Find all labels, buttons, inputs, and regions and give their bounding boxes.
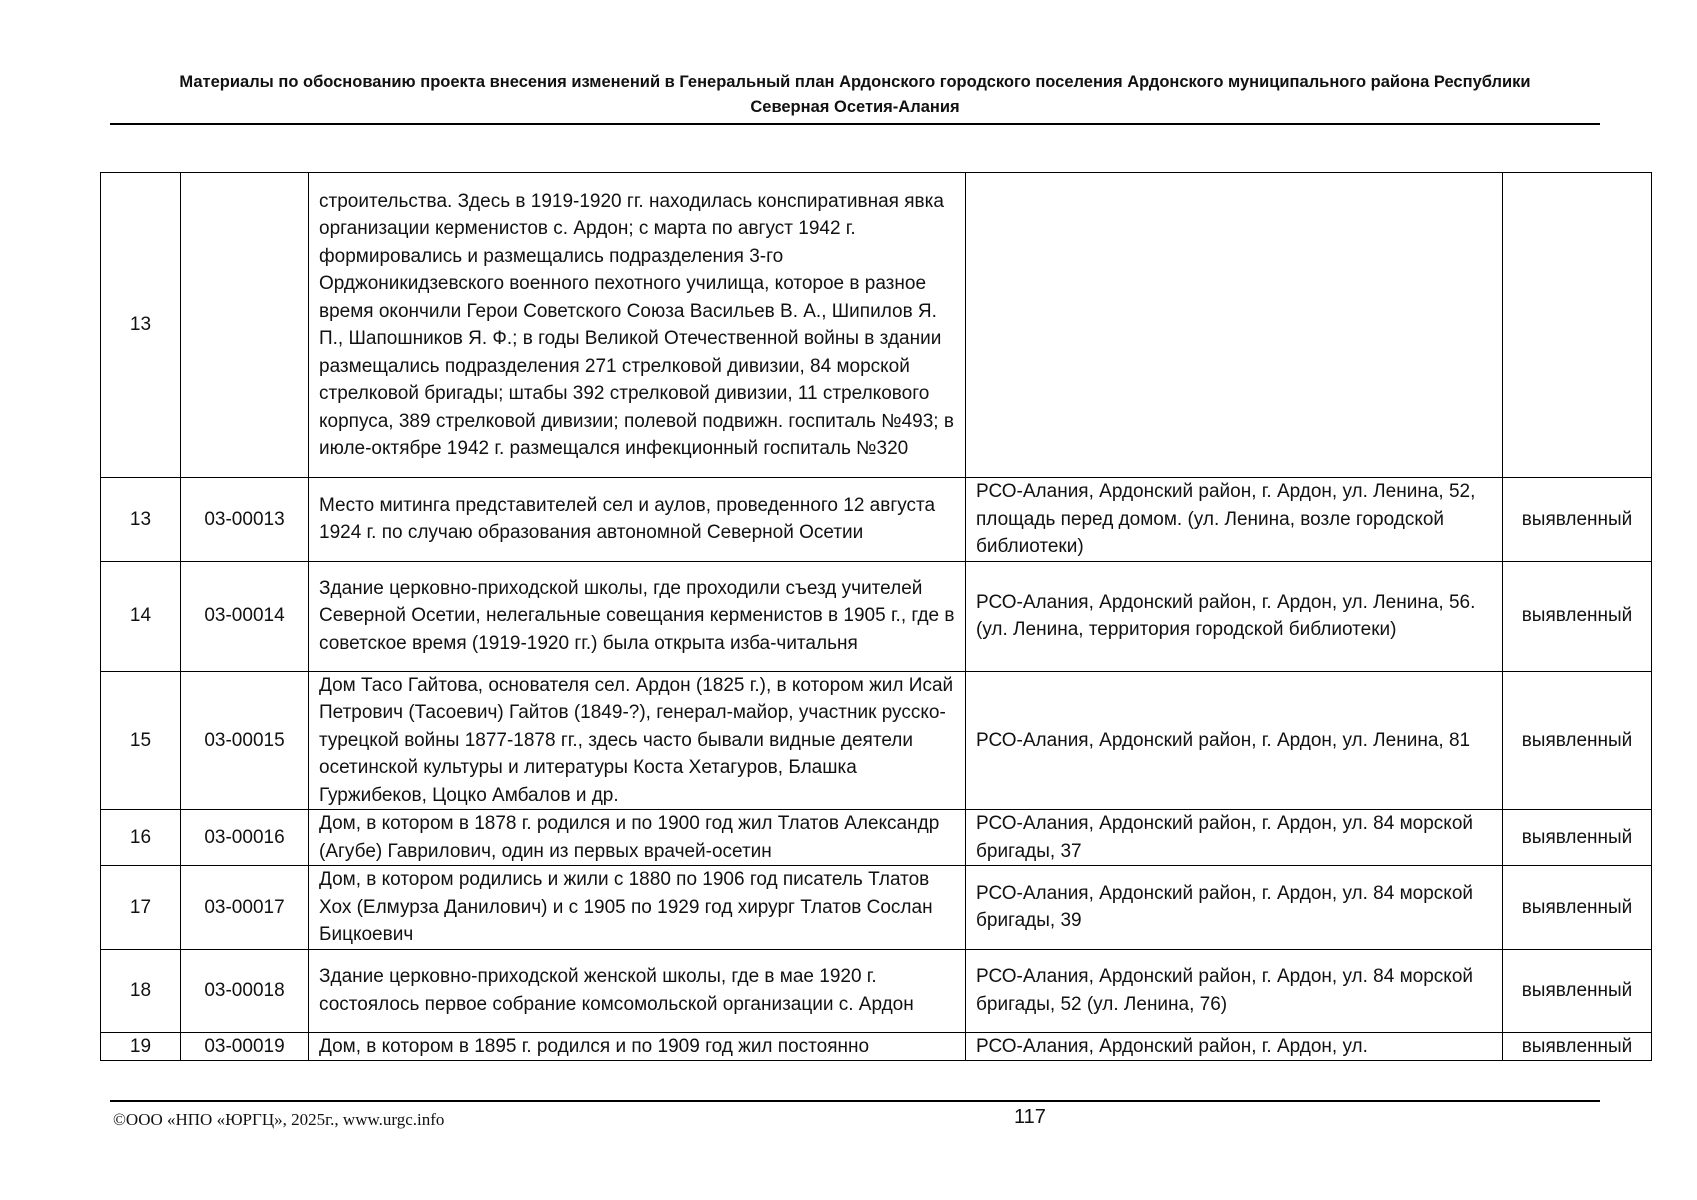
- registry-code-cell: 03-00017: [181, 866, 309, 950]
- status-cell: выявленный: [1503, 866, 1652, 950]
- registry-code-cell: 03-00014: [181, 561, 309, 671]
- registry-code-cell: 03-00018: [181, 949, 309, 1032]
- status-cell: выявленный: [1503, 671, 1652, 810]
- row-number-cell: 14: [101, 561, 181, 671]
- header-title-line2: Северная Осетия-Алания: [750, 98, 960, 116]
- address-cell: РСО-Алания, Ардонский район, г. Ардон, ул. 84 морской бригады, 39: [966, 866, 1503, 950]
- status-cell: выявленный: [1503, 949, 1652, 1032]
- status-cell: выявленный: [1503, 1032, 1652, 1061]
- description-cell: строительства. Здесь в 1919-1920 гг. находилась конспиративная явка организации кермениcтов с. Ардон; с марта по август 1942 г. формировались и размещались подразделения 3-го Орджоникидзевского военного пехотного училища, которое в разное время окончили Герои Советского Союза Васильев В. А., Шипилов Я. П., Шапошников Я. Ф.; в годы Великой Отечественной войны в здании размещались подразделения 271 стрелковой дивизии, 84 морской стрелковой бригады; штабы 392 стрелковой дивизии, 11 стрелкового корпуса, 389 стрелковой дивизии; полевой подвижн. госпиталь №493; в июле-октябре 1942 г. размещался инфекционный госпиталь №320: [309, 173, 966, 478]
- footer-divider: [110, 1100, 1600, 1102]
- description-cell: Здание церковно-приходской школы, где проходили съезд учителей Северной Осетии, нелегальные совещания керменистов в 1905 г., где в советское время (1919-1920 гг.) была открыта изба-читальня: [309, 561, 966, 671]
- description-cell: Дом, в котором в 1878 г. родился и по 1900 год жил Тлатов Александр (Агубе) Гаврилович, один из первых врачей-осетин: [309, 810, 966, 866]
- address-cell: РСО-Алания, Ардонский район, г. Ардон, ул. 84 морской бригады, 52 (ул. Ленина, 76): [966, 949, 1503, 1032]
- table-row: [101, 478, 1652, 562]
- heritage-registry-table: [100, 172, 1652, 1061]
- description-cell: Дом Тасо Гайтова, основателя сел. Ардон (1825 г.), в котором жил Исай Петрович (Тасоевич) Гайтов (1849-?), генерал-майор, участник русско-турецкой войны 1877-1878 гг., здесь часто бывали видные деятели осетинской культуры и литературы Коста Хетагуров, Блашка Гуржибеков, Цоцко Амбалов и др.: [309, 671, 966, 810]
- status-cell: выявленный: [1503, 810, 1652, 866]
- table-row: [101, 173, 1652, 478]
- registry-code-cell: 03-00016: [181, 810, 309, 866]
- copyright-text: ©ООО «НПО «ЮРГЦ», 2025г., www.urgc.info: [113, 1110, 445, 1129]
- row-number-cell: 19: [101, 1032, 181, 1061]
- status-cell: [1503, 173, 1652, 478]
- table-row: [101, 949, 1652, 1032]
- registry-code-cell: 03-00013: [181, 478, 309, 562]
- header-divider: [110, 123, 1600, 125]
- description-cell: Дом, в котором родились и жили с 1880 по 1906 год писатель Тлатов Хох (Елмурза Данилович) и с 1905 по 1929 год хирург Тлатов Сослан Бицкоевич: [309, 866, 966, 950]
- registry-code-cell: [181, 173, 309, 478]
- address-cell: РСО-Алания, Ардонский район, г. Ардон, ул. Ленина, 52, площадь перед домом. (ул. Ленина, возле городской библиотеки): [966, 478, 1503, 562]
- row-number-cell: 18: [101, 949, 181, 1032]
- description-cell: Дом, в котором в 1895 г. родился и по 1909 год жил постоянно: [309, 1032, 966, 1061]
- address-cell: РСО-Алания, Ардонский район, г. Ардон, ул. Ленина, 81: [966, 671, 1503, 810]
- description-cell: Здание церковно-приходской женской школы, где в мае 1920 г. состоялось первое собрание комсомольской организации с. Ардон: [309, 949, 966, 1032]
- table-row: [101, 1032, 1652, 1061]
- address-cell: РСО-Алания, Ардонский район, г. Ардон, ул. 84 морской бригады, 37: [966, 810, 1503, 866]
- address-cell: РСО-Алания, Ардонский район, г. Ардон, ул. Ленина, 56.(ул. Ленина, территория городской библиотеки): [966, 561, 1503, 671]
- row-number-cell: 16: [101, 810, 181, 866]
- description-cell: Место митинга представителей сел и аулов, проведенного 12 августа 1924 г. по случаю образования автономной Северной Осетии: [309, 478, 966, 562]
- address-cell: [966, 173, 1503, 478]
- row-number-cell: 15: [101, 671, 181, 810]
- registry-code-cell: 03-00015: [181, 671, 309, 810]
- row-number-cell: 13: [101, 478, 181, 562]
- header-title-line1: Материалы по обоснованию проекта внесения изменений в Генеральный план Ардонского городского поселения Ардонского муниципального района Республики: [179, 73, 1531, 91]
- registry-code-cell: 03-00019: [181, 1032, 309, 1061]
- status-cell: выявленный: [1503, 478, 1652, 562]
- row-number-cell: 17: [101, 866, 181, 950]
- table-row: [101, 561, 1652, 671]
- document-header: [110, 70, 1600, 120]
- page-number: 117: [1014, 1106, 1046, 1128]
- table-row: [101, 866, 1652, 950]
- address-cell: РСО-Алания, Ардонский район, г. Ардон, ул.: [966, 1032, 1503, 1061]
- table-row: [101, 671, 1652, 810]
- row-number-cell: 13: [101, 173, 181, 478]
- status-cell: выявленный: [1503, 561, 1652, 671]
- table-row: [101, 810, 1652, 866]
